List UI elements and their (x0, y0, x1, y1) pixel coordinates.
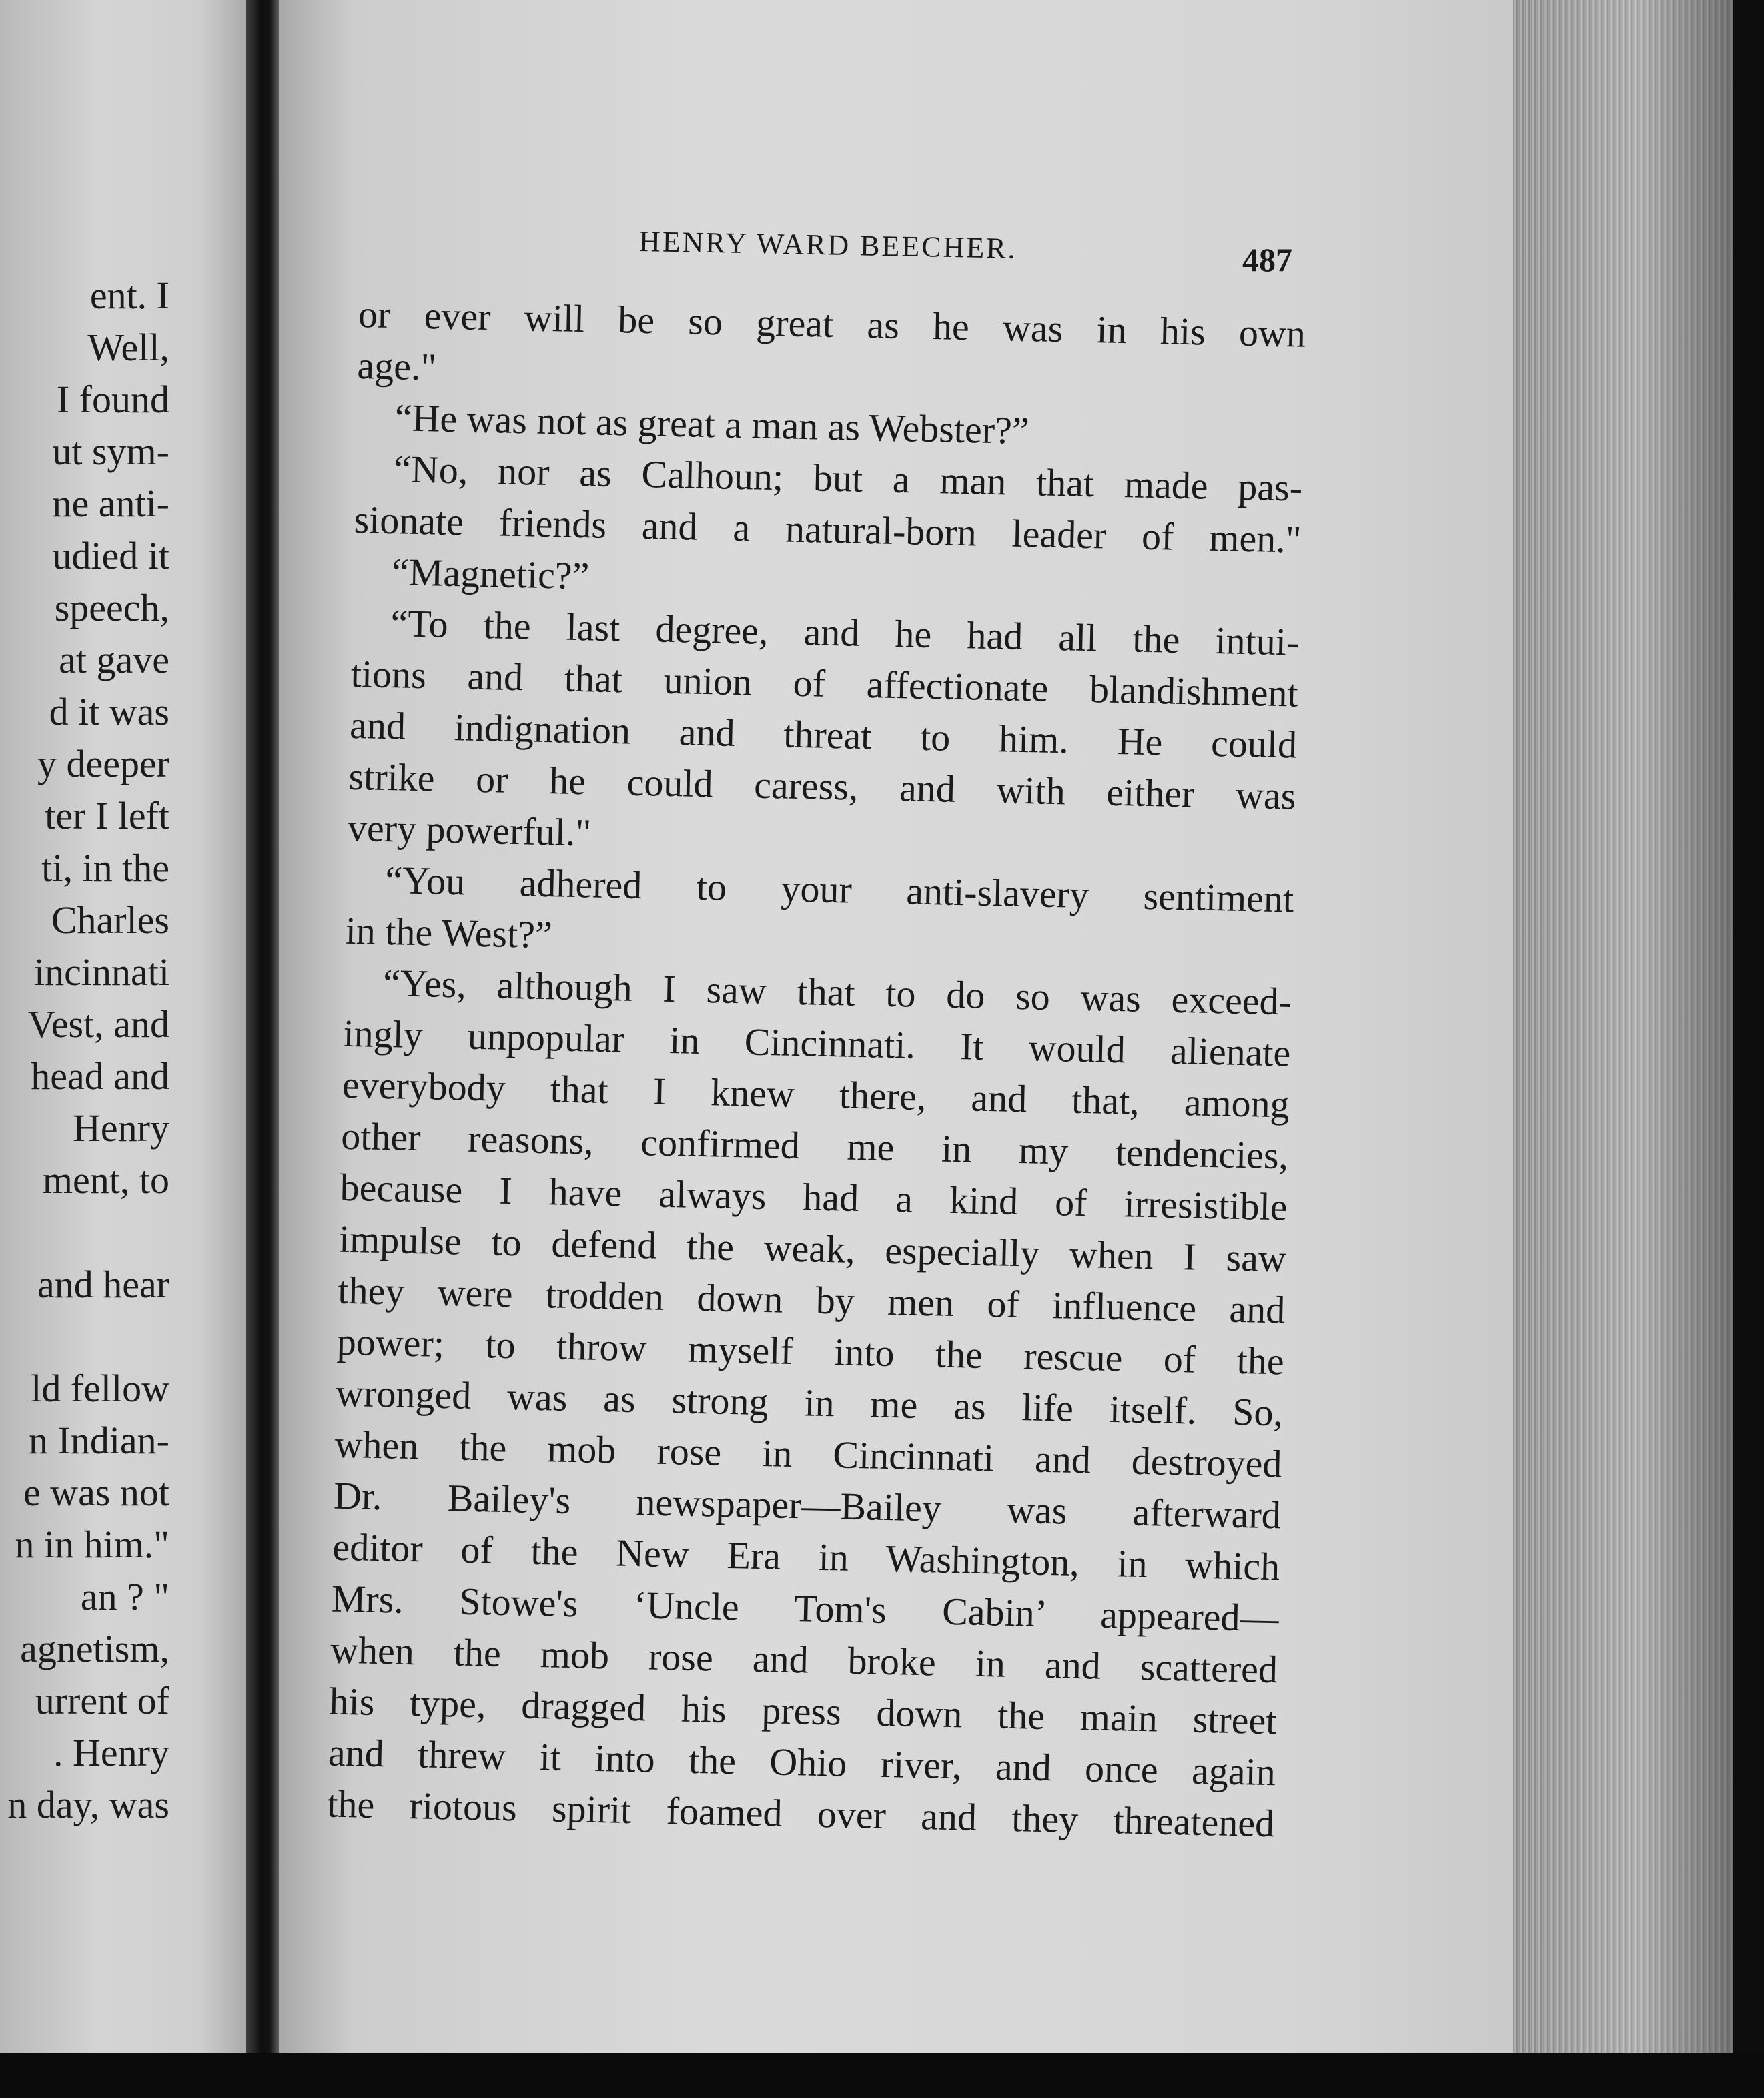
book-gutter (246, 0, 280, 2098)
text-line: “You adhered to your anti-slavery sentiment (384, 858, 1294, 921)
right-page (279, 0, 1520, 2098)
text-line: editor of the New Era in Washington, in which (332, 1525, 1280, 1589)
page-header (279, 224, 1520, 278)
text-line: age." (356, 343, 437, 389)
text-line: “He was not as great a man as Webster?” (394, 396, 1030, 453)
text-line: wronged was as strong in me as life itself. So, (335, 1371, 1284, 1435)
text-line: because I have always had a kind of irresistible (340, 1165, 1288, 1229)
left-line: n day, was (7, 1783, 169, 1826)
left-line: ld fellow (31, 1367, 169, 1410)
left-line: ent. I (89, 274, 169, 317)
left-line: udied it (52, 534, 169, 577)
text-line: strike or he could caress, and with either was (348, 754, 1297, 818)
left-line: . Henry (53, 1731, 169, 1774)
text-line: other reasons, confirmed me in my tendencies, (340, 1114, 1289, 1178)
left-line: e was not (23, 1471, 169, 1514)
left-line: n in him." (15, 1523, 169, 1566)
text-line: and indignation and threat to him. He could (349, 703, 1298, 767)
left-line: Charles (51, 898, 169, 942)
text-line: in the West?” (345, 908, 553, 957)
text-line: everybody that I knew there, and that, among (342, 1062, 1290, 1126)
left-page (0, 0, 248, 2098)
page-edges (1513, 0, 1764, 2098)
page-number: 487 (1242, 241, 1292, 278)
left-line: I found (56, 378, 169, 421)
left-line (7, 1311, 169, 1363)
left-page-text (7, 270, 169, 1831)
text-line: Dr. Bailey's newspaper—Bailey was afterward (333, 1473, 1282, 1537)
left-line (7, 1206, 169, 1259)
left-line: agnetism, (20, 1627, 169, 1670)
left-line: y deeper (37, 742, 169, 785)
left-line: an ? " (80, 1575, 169, 1618)
text-line: they were trodden down by men of influence and (337, 1268, 1286, 1332)
text-line: his type, dragged his press down the main street (328, 1679, 1278, 1743)
text-line: tions and that union of affectionate blandishment (350, 651, 1299, 715)
text-line: “No, nor as Calhoun; but a man that made pas- (393, 447, 1303, 510)
left-line: ti, in the (41, 846, 169, 890)
text-line: the riotous spirit foamed over and they threatened (326, 1782, 1275, 1846)
text-line: power; to throw myself into the rescue of the (336, 1319, 1285, 1383)
left-line: ment, to (42, 1158, 169, 1202)
left-line: Well, (87, 326, 169, 369)
text-line: Mrs. Stowe's ‘Uncle Tom's Cabin’ appeared— (331, 1576, 1280, 1640)
left-line: at gave (59, 638, 169, 681)
left-line: and hear (37, 1263, 169, 1306)
left-line: ut sym- (52, 430, 169, 473)
left-line: speech, (54, 586, 169, 629)
text-line: “To the last degree, and he had all the intui- (390, 601, 1300, 664)
left-line: incinnati (34, 950, 169, 994)
left-line: ne anti- (52, 482, 169, 525)
scan-border-right (1733, 0, 1764, 2098)
text-line: impulse to defend the weak, especially when I saw (338, 1216, 1287, 1281)
left-line: Vest, and (27, 1002, 169, 1046)
text-line: and threw it into the Ohio river, and once again (328, 1730, 1276, 1794)
text-line: or ever will be so great as he was in his own (358, 292, 1306, 356)
text-line: ingly unpopular in Cincinnati. It would alienate (342, 1011, 1291, 1075)
text-line: sionate friends and a natural-born leader of men." (354, 497, 1302, 561)
left-line: urrent of (35, 1679, 169, 1722)
text-line: when the mob rose in Cincinnati and destroyed (334, 1422, 1283, 1486)
running-head: HENRY WARD BEECHER. (638, 225, 1018, 265)
left-line: ter I left (45, 794, 169, 837)
page-edges-shade (1513, 0, 1764, 2098)
text-line: when the mob rose and broke in and scattered (330, 1628, 1278, 1692)
left-line: head and (31, 1054, 169, 1098)
left-line: d it was (49, 690, 169, 733)
text-line: very powerful." (347, 805, 592, 855)
text-line: “Magnetic?” (391, 550, 590, 598)
left-line: n Indian- (29, 1419, 169, 1462)
scan-border-bottom (0, 2053, 1764, 2098)
left-line: Henry (73, 1106, 169, 1150)
page-body (327, 288, 1306, 1849)
text-line: “Yes, although I saw that to do so was exceed- (382, 960, 1292, 1024)
